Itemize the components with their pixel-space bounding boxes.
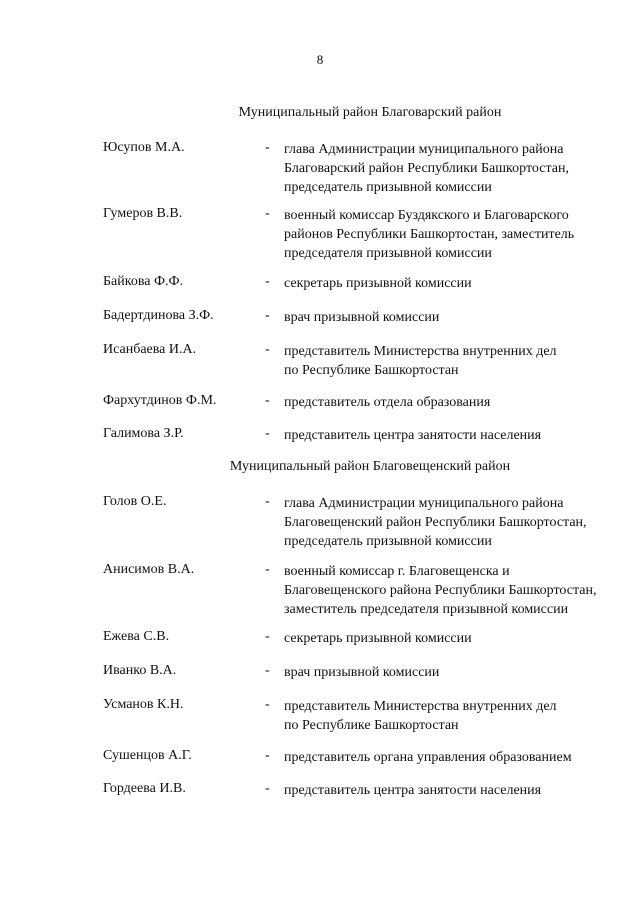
role-line: врач призывной комиссии [284,665,440,680]
member-role [284,393,634,412]
member-role [284,781,634,800]
dash: - [265,494,270,509]
member-name: Галимова З.Р. [103,426,184,441]
dash: - [265,781,270,796]
role-line: военный комиссар г. Благовещенска и [284,564,510,579]
role-line: секретарь призывной комиссии [284,631,472,646]
member-role [284,494,634,551]
dash: - [265,629,270,644]
member-role [284,663,634,682]
member-role [284,274,634,293]
member-role [284,140,634,197]
member-name: Ежева С.В. [103,629,170,644]
role-line: председатель призывной комиссии [284,534,492,549]
dash: - [265,140,270,155]
dash: - [265,206,270,221]
dash: - [265,663,270,678]
dash: - [265,748,270,763]
dash: - [265,308,270,323]
dash: - [265,426,270,441]
member-name: Сушенцов А.Г. [103,748,192,763]
role-line: представитель органа управления образованием [284,750,572,765]
member-role [284,342,634,380]
member-name: Байкова Ф.Ф. [103,274,184,289]
member-name: Иванко В.А. [103,663,177,678]
role-line: председатель призывной комиссии [284,180,492,195]
member-role [284,308,634,327]
section-title: Муниципальный район Благовещенский район [229,459,511,474]
dash: - [265,562,270,577]
role-line: по Республике Башкортостан [284,363,459,378]
member-name: Усманов К.Н. [103,697,184,712]
member-role [284,629,634,648]
role-line: военный комиссар Буздякского и Благоварского [284,208,569,223]
role-line: представитель центра занятости населения [284,783,542,798]
page-number: 8 [316,52,324,67]
role-line: представитель Министерства внутренних дел [284,344,557,359]
dash: - [265,274,270,289]
member-role [284,697,634,735]
role-line: глава Администрации муниципального района [284,496,564,511]
role-line: по Республике Башкортостан [284,718,459,733]
role-line: секретарь призывной комиссии [284,276,472,291]
role-line: представитель отдела образования [284,395,491,410]
role-line: заместитель председателя призывной комиссии [284,602,569,617]
role-line: представитель центра занятости населения [284,428,542,443]
role-line: Благоварский район Республики Башкортостан, [284,161,569,176]
role-line: председателя призывной комиссии [284,246,492,261]
dash: - [265,342,270,357]
role-line: врач призывной комиссии [284,310,440,325]
dash: - [265,393,270,408]
member-name: Анисимов В.А. [103,562,195,577]
role-line: районов Республики Башкортостан, заместитель [284,227,575,242]
member-name: Гордеева И.В. [103,781,186,796]
role-line: представитель Министерства внутренних дел [284,699,557,714]
member-name: Исанбаева И.А. [103,342,197,357]
member-name: Гумеров В.В. [103,206,183,221]
member-role [284,426,634,445]
section-title: Муниципальный район Благоварский район [238,105,502,120]
member-role [284,206,634,263]
member-name: Бадертдинова З.Ф. [103,308,214,323]
member-role [284,562,634,619]
member-name: Голов О.Е. [103,494,167,509]
role-line: глава Администрации муниципального района [284,142,564,157]
member-name: Фархутдинов Ф.М. [103,393,217,408]
dash: - [265,697,270,712]
role-line: Благовещенского района Республики Башкортостан, [284,583,597,598]
role-line: Благовещенский район Республики Башкортостан, [284,515,587,530]
member-name: Юсупов М.А. [103,140,185,155]
member-role [284,748,634,767]
